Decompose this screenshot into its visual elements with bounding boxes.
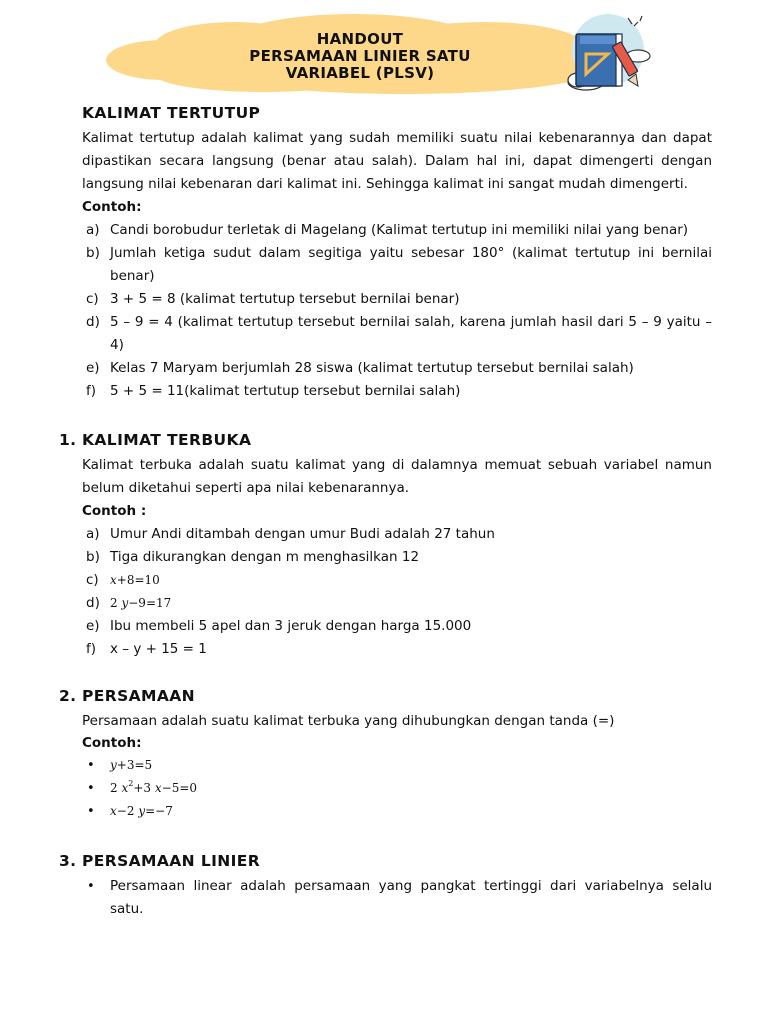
section-heading-kalimat-terbuka (0, 429, 768, 451)
paragraph: Kalimat tertutup adalah kalimat yang sudah memiliki suatu nilai kebenarannya dan dapat dipastikan secara langsung (benar atau salah). Dalam hal ini, dapat dimengerti dengan langsung nilai kebenaran dari kalimat ini. Sehingga kalimat ini sangat mudah dimengerti. (82, 130, 712, 192)
bullet: • (87, 758, 95, 773)
list-item (0, 800, 712, 823)
section-number: 1. (59, 431, 77, 449)
books-pencil-icon (556, 14, 656, 98)
list-item-text: 5 + 5 = 11(kalimat tertutup tersebut bernilai salah) (110, 383, 461, 399)
contoh-label: Contoh: (82, 199, 142, 215)
list-item (0, 569, 712, 592)
list-marker: b) (86, 549, 100, 565)
list-item (0, 638, 712, 661)
list-marker: b) (86, 245, 100, 261)
section-heading-persamaan (0, 685, 768, 707)
list-marker: d) (86, 314, 100, 330)
list-item (0, 875, 712, 921)
heading-text: KALIMAT TERTUTUP (82, 104, 261, 122)
title-line-2: PERSAMAAN LINIER SATU (249, 47, 471, 65)
list-marker: d) (86, 595, 100, 611)
equation: y+3=5 (110, 758, 153, 772)
list-item (0, 523, 712, 546)
list-marker: a) (86, 526, 100, 542)
list-item (0, 311, 712, 357)
list-marker: e) (86, 618, 100, 634)
list-item (0, 546, 712, 569)
bullet: • (87, 879, 95, 894)
heading-text: KALIMAT TERBUKA (82, 431, 252, 449)
heading-text: PERSAMAAN LINIER (82, 852, 261, 870)
list-item (0, 357, 712, 380)
section-heading-persamaan-linier (0, 850, 768, 872)
list-item-text: Tiga dikurangkan dengan m menghasilkan 12 (110, 549, 420, 565)
list-item-text: 5 – 9 = 4 (kalimat tertutup tersebut bernilai salah, karena jumlah hasil dari 5 – 9 yaitu – 4) (110, 314, 712, 353)
list-item-text: Kelas 7 Maryam berjumlah 28 siswa (kalimat tertutup tersebut bernilai salah) (110, 360, 634, 376)
equation: 2 y−9=17 (110, 596, 172, 610)
list-item (0, 615, 712, 638)
paragraph: Kalimat terbuka adalah suatu kalimat yang di dalamnya memuat sebuah variabel namun belum diketahui seperti apa nilai kebenarannya. (82, 457, 712, 496)
list-item (0, 219, 712, 242)
list-marker: e) (86, 360, 100, 376)
list-item-text: Umur Andi ditambah dengan umur Budi adalah 27 tahun (110, 526, 495, 542)
handout-title (104, 31, 616, 97)
contoh-label: Contoh : (82, 503, 147, 519)
list-item (0, 242, 712, 288)
list-item (0, 777, 712, 800)
equation: x+8=10 (110, 573, 160, 587)
section-number: 2. (59, 687, 77, 705)
title-line-1: HANDOUT (316, 31, 404, 48)
list-item (0, 288, 712, 311)
list-item-text: Jumlah ketiga sudut dalam segitiga yaitu sebesar 180° (kalimat tertutup ini bernilai benar) (110, 245, 712, 284)
heading-text: PERSAMAAN (82, 687, 196, 705)
list-item-text: 3 + 5 = 8 (kalimat tertutup tersebut bernilai benar) (110, 291, 460, 307)
equation: 2 $x^2+3$ x−5=0 (110, 779, 198, 795)
section-heading-kalimat-tertutup (0, 102, 768, 124)
bullet: • (87, 781, 95, 796)
list-marker: c) (86, 572, 99, 588)
equation: x−2 y=−7 (110, 804, 173, 818)
bullet: • (87, 804, 95, 819)
list-item-text: Candi borobudur terletak di Magelang (Kalimat tertutup ini memiliki nilai yang benar) (110, 222, 689, 238)
section-number: 3. (59, 852, 77, 870)
title-line-3: VARIABEL (PLSV) (285, 64, 435, 82)
list-marker: c) (86, 291, 99, 307)
list-item (0, 754, 712, 777)
list-item (0, 380, 712, 403)
list-item-text: Ibu membeli 5 apel dan 3 jeruk dengan harga 15.000 (110, 618, 472, 634)
list-item-text: x – y + 15 = 1 (110, 641, 207, 657)
document-body (0, 100, 768, 921)
list-item-text: Persamaan linear adalah persamaan yang pangkat tertinggi dari variabelnya selalu satu. (110, 878, 712, 917)
list-item (0, 592, 712, 615)
paragraph: Persamaan adalah suatu kalimat terbuka yang dihubungkan dengan tanda (=) (82, 713, 615, 729)
contoh-label: Contoh: (82, 735, 142, 751)
list-marker: f) (86, 641, 97, 657)
list-marker: f) (86, 383, 97, 399)
list-marker: a) (86, 222, 100, 238)
